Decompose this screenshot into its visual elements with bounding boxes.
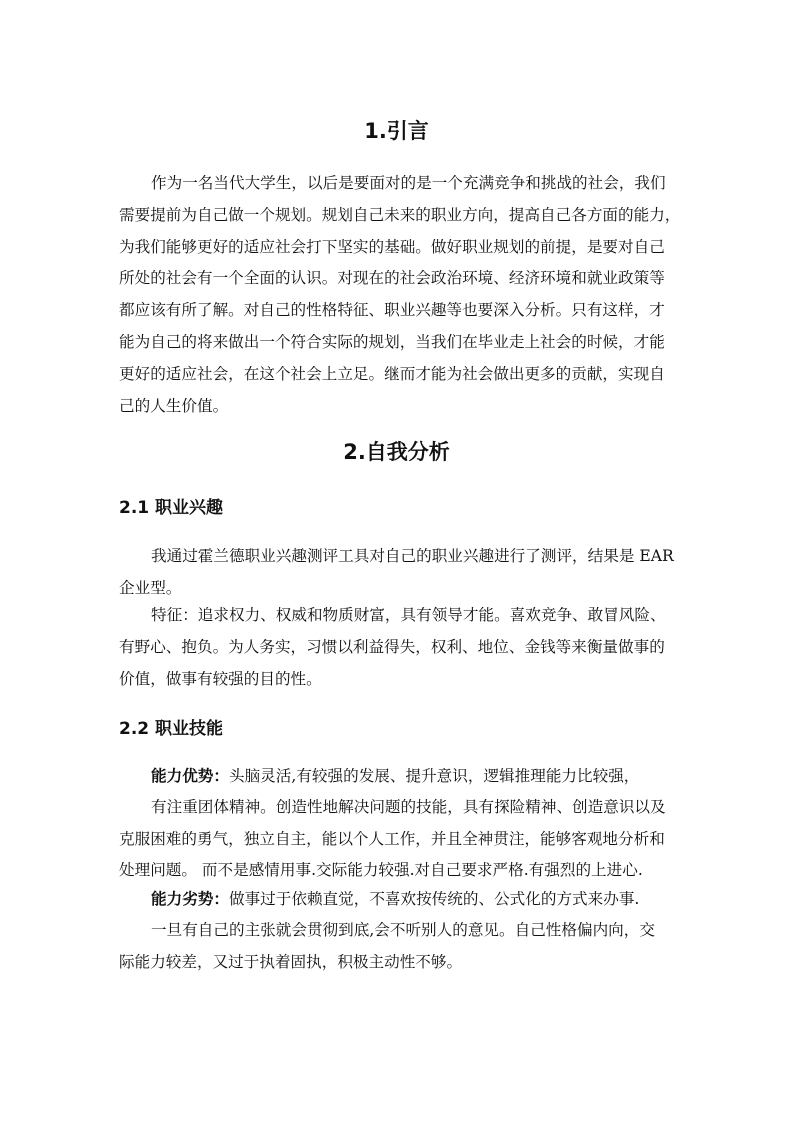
text-line: 企业型。	[119, 578, 182, 597]
weakness-label: 能力劣势：	[151, 889, 229, 908]
text-line: 有野心、抱负。为人务实，习惯以利益得失，权利、地位、金钱等来衡量做事的	[119, 637, 665, 656]
paragraph-interest-traits	[119, 600, 674, 695]
text-line: 我通过霍兰德职业兴趣测评工具对自己的职业兴趣进行了测评，结果是 EAR	[151, 547, 674, 565]
strength-label: 能力优势：	[151, 766, 229, 785]
text-line: 有注重团体精神。创造性地解决问题的技能，具有探险精神、创造意识以及	[151, 797, 666, 816]
strength-text: 头脑灵活,有较强的发展、提升意识，逻辑推理能力比较强，	[228, 767, 640, 785]
paragraph-interest-result	[119, 541, 674, 605]
text-line: 需要提前为自己做一个规划。规划自己未来的职业方向，提高自己各方面的能力，	[119, 205, 681, 224]
heading-career-skills: 2.2 职业技能	[119, 719, 224, 739]
text-line: 能为自己的将来做出一个符合实际的规划，当我们在毕业走上社会的时候，才能	[119, 332, 665, 351]
text-line: 作为一名当代大学生，以后是要面对的是一个充满竞争和挑战的社会，我们	[151, 174, 666, 192]
heading-introduction: 1.引言	[364, 119, 429, 143]
text-line	[119, 883, 674, 915]
heading-self-analysis: 2.自我分析	[343, 440, 450, 464]
text-line: 所处的社会有一个全面的认识。对现在的社会政治环境、经济环境和就业政策等	[119, 269, 665, 288]
paragraph-strengths	[119, 760, 674, 887]
paragraph-weaknesses	[119, 883, 674, 978]
text-line: 一旦有自己的主张就会贯彻到底,会不听别人的意见。自己性格偏内向，交	[151, 920, 655, 939]
text-line: 际能力较差，又过于执着固执，积极主动性不够。	[119, 952, 463, 971]
text-line: 特征：追求权力、权威和物质财富，具有领导才能。喜欢竞争、敢冒风险、	[151, 606, 666, 624]
text-line: 为我们能够更好的适应社会打下坚实的基础。做好职业规划的前提，是要对自己	[119, 237, 665, 256]
text-line	[119, 760, 674, 792]
heading-career-interest: 2.1 职业兴趣	[119, 498, 224, 518]
paragraph-introduction	[119, 168, 681, 422]
text-line: 价值，做事有较强的目的性。	[119, 669, 322, 688]
weakness-text: 做事过于依赖直觉，不喜欢按传统的、公式化的方式来办事.	[228, 890, 640, 908]
text-line: 处理问题。 而不是感情用事.交际能力较强.对自己要求严格.有强烈的上进心.	[119, 861, 643, 880]
text-line: 己的人生价值。	[119, 396, 229, 415]
text-line: 更好的适应社会，在这个社会上立足。继而才能为社会做出更多的贡献，实现自	[119, 364, 665, 383]
text-line: 都应该有所了解。对自己的性格特征、职业兴趣等也要深入分析。只有这样，才	[119, 301, 665, 320]
text-line: 克服困难的勇气，独立自主，能以个人工作，并且全神贯注，能够客观地分析和	[119, 829, 665, 848]
